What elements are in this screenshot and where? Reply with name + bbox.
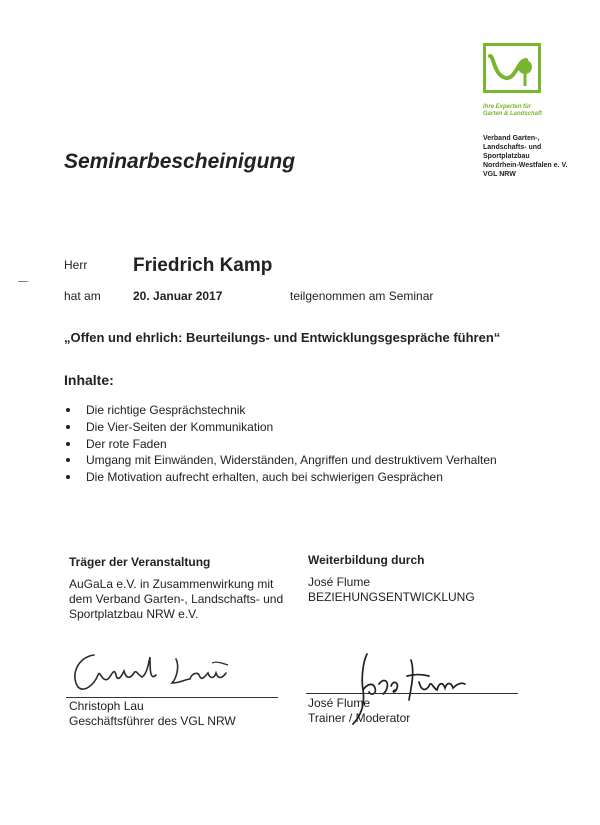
fold-mark [18, 281, 28, 282]
seminar-title: „Offen und ehrlich: Beurteilungs- und Entwicklungsgespräche führen“ [64, 330, 501, 345]
training-heading: Weiterbildung durch [308, 553, 425, 567]
signatory-name: José Flume [308, 696, 371, 710]
logo-tagline [483, 104, 553, 118]
signatory-role: Geschäftsführer des VGL NRW [69, 714, 236, 728]
list-item-text: Die richtige Gesprächstechnik [86, 403, 246, 417]
list-item [66, 402, 497, 419]
organizer-line: Sportplatzbau NRW e.V. [69, 607, 199, 621]
contents-list [66, 402, 497, 486]
org-line: Verband Garten-, [483, 135, 540, 142]
bullet-icon [66, 442, 70, 446]
list-item-text: Umgang mit Einwänden, Widerständen, Angriffen und destruktivem Verhalten [86, 453, 497, 468]
organizer-heading: Träger der Veranstaltung [69, 555, 211, 569]
vgl-logo [483, 43, 541, 93]
signatory-left [69, 699, 236, 729]
bullet-icon [66, 408, 70, 412]
participation-text: teilgenommen am Seminar [290, 289, 434, 303]
training-line: BEZIEHUNGSENTWICKLUNG [308, 590, 475, 604]
leaf-tree-icon [486, 46, 538, 90]
org-line: VGL NRW [483, 171, 516, 178]
signatory-role: Trainer / Moderator [308, 711, 411, 725]
salutation: Herr [64, 258, 88, 272]
signature-line-right [306, 693, 518, 694]
bullet-icon [66, 425, 70, 429]
organizer-line: AuGaLa e.V. in Zusammenwirkung mit [69, 577, 274, 591]
seminar-date: 20. Januar 2017 [133, 289, 223, 303]
date-label: hat am [64, 289, 101, 303]
contents-heading: Inhalte: [64, 372, 114, 388]
list-item [66, 436, 497, 453]
training-text [308, 575, 475, 605]
document-title: Seminarbescheinigung [64, 150, 296, 173]
organization-address [483, 134, 567, 179]
signature-left [64, 645, 264, 700]
org-line: Sportplatzbau [483, 153, 530, 160]
logo-tagline-line: Ihre Experten für [483, 104, 532, 110]
signatory-name: Christoph Lau [69, 699, 144, 713]
recipient-name: Friedrich Kamp [133, 255, 273, 276]
list-item [66, 452, 497, 469]
org-line: Nordrhein-Westfalen e. V. [483, 162, 568, 169]
list-item-text: Die Vier-Seiten der Kommunikation [86, 419, 274, 434]
training-line: José Flume [308, 575, 371, 589]
org-line: Landschafts- und [483, 144, 542, 151]
signatory-right [308, 696, 410, 726]
list-item-text: Die Motivation aufrecht erhalten, auch bei schwierigen Gesprächen [86, 470, 443, 485]
list-item [66, 419, 497, 436]
bullet-icon [66, 458, 70, 462]
organizer-text [69, 577, 283, 622]
list-item [66, 469, 497, 486]
organizer-line: dem Verband Garten-, Landschafts- und [69, 592, 284, 606]
bullet-icon [66, 475, 70, 479]
logo-tagline-line: Garten & Landschaft [483, 111, 543, 117]
signature-line-left [66, 697, 278, 698]
list-item-text: Der rote Faden [86, 436, 167, 451]
